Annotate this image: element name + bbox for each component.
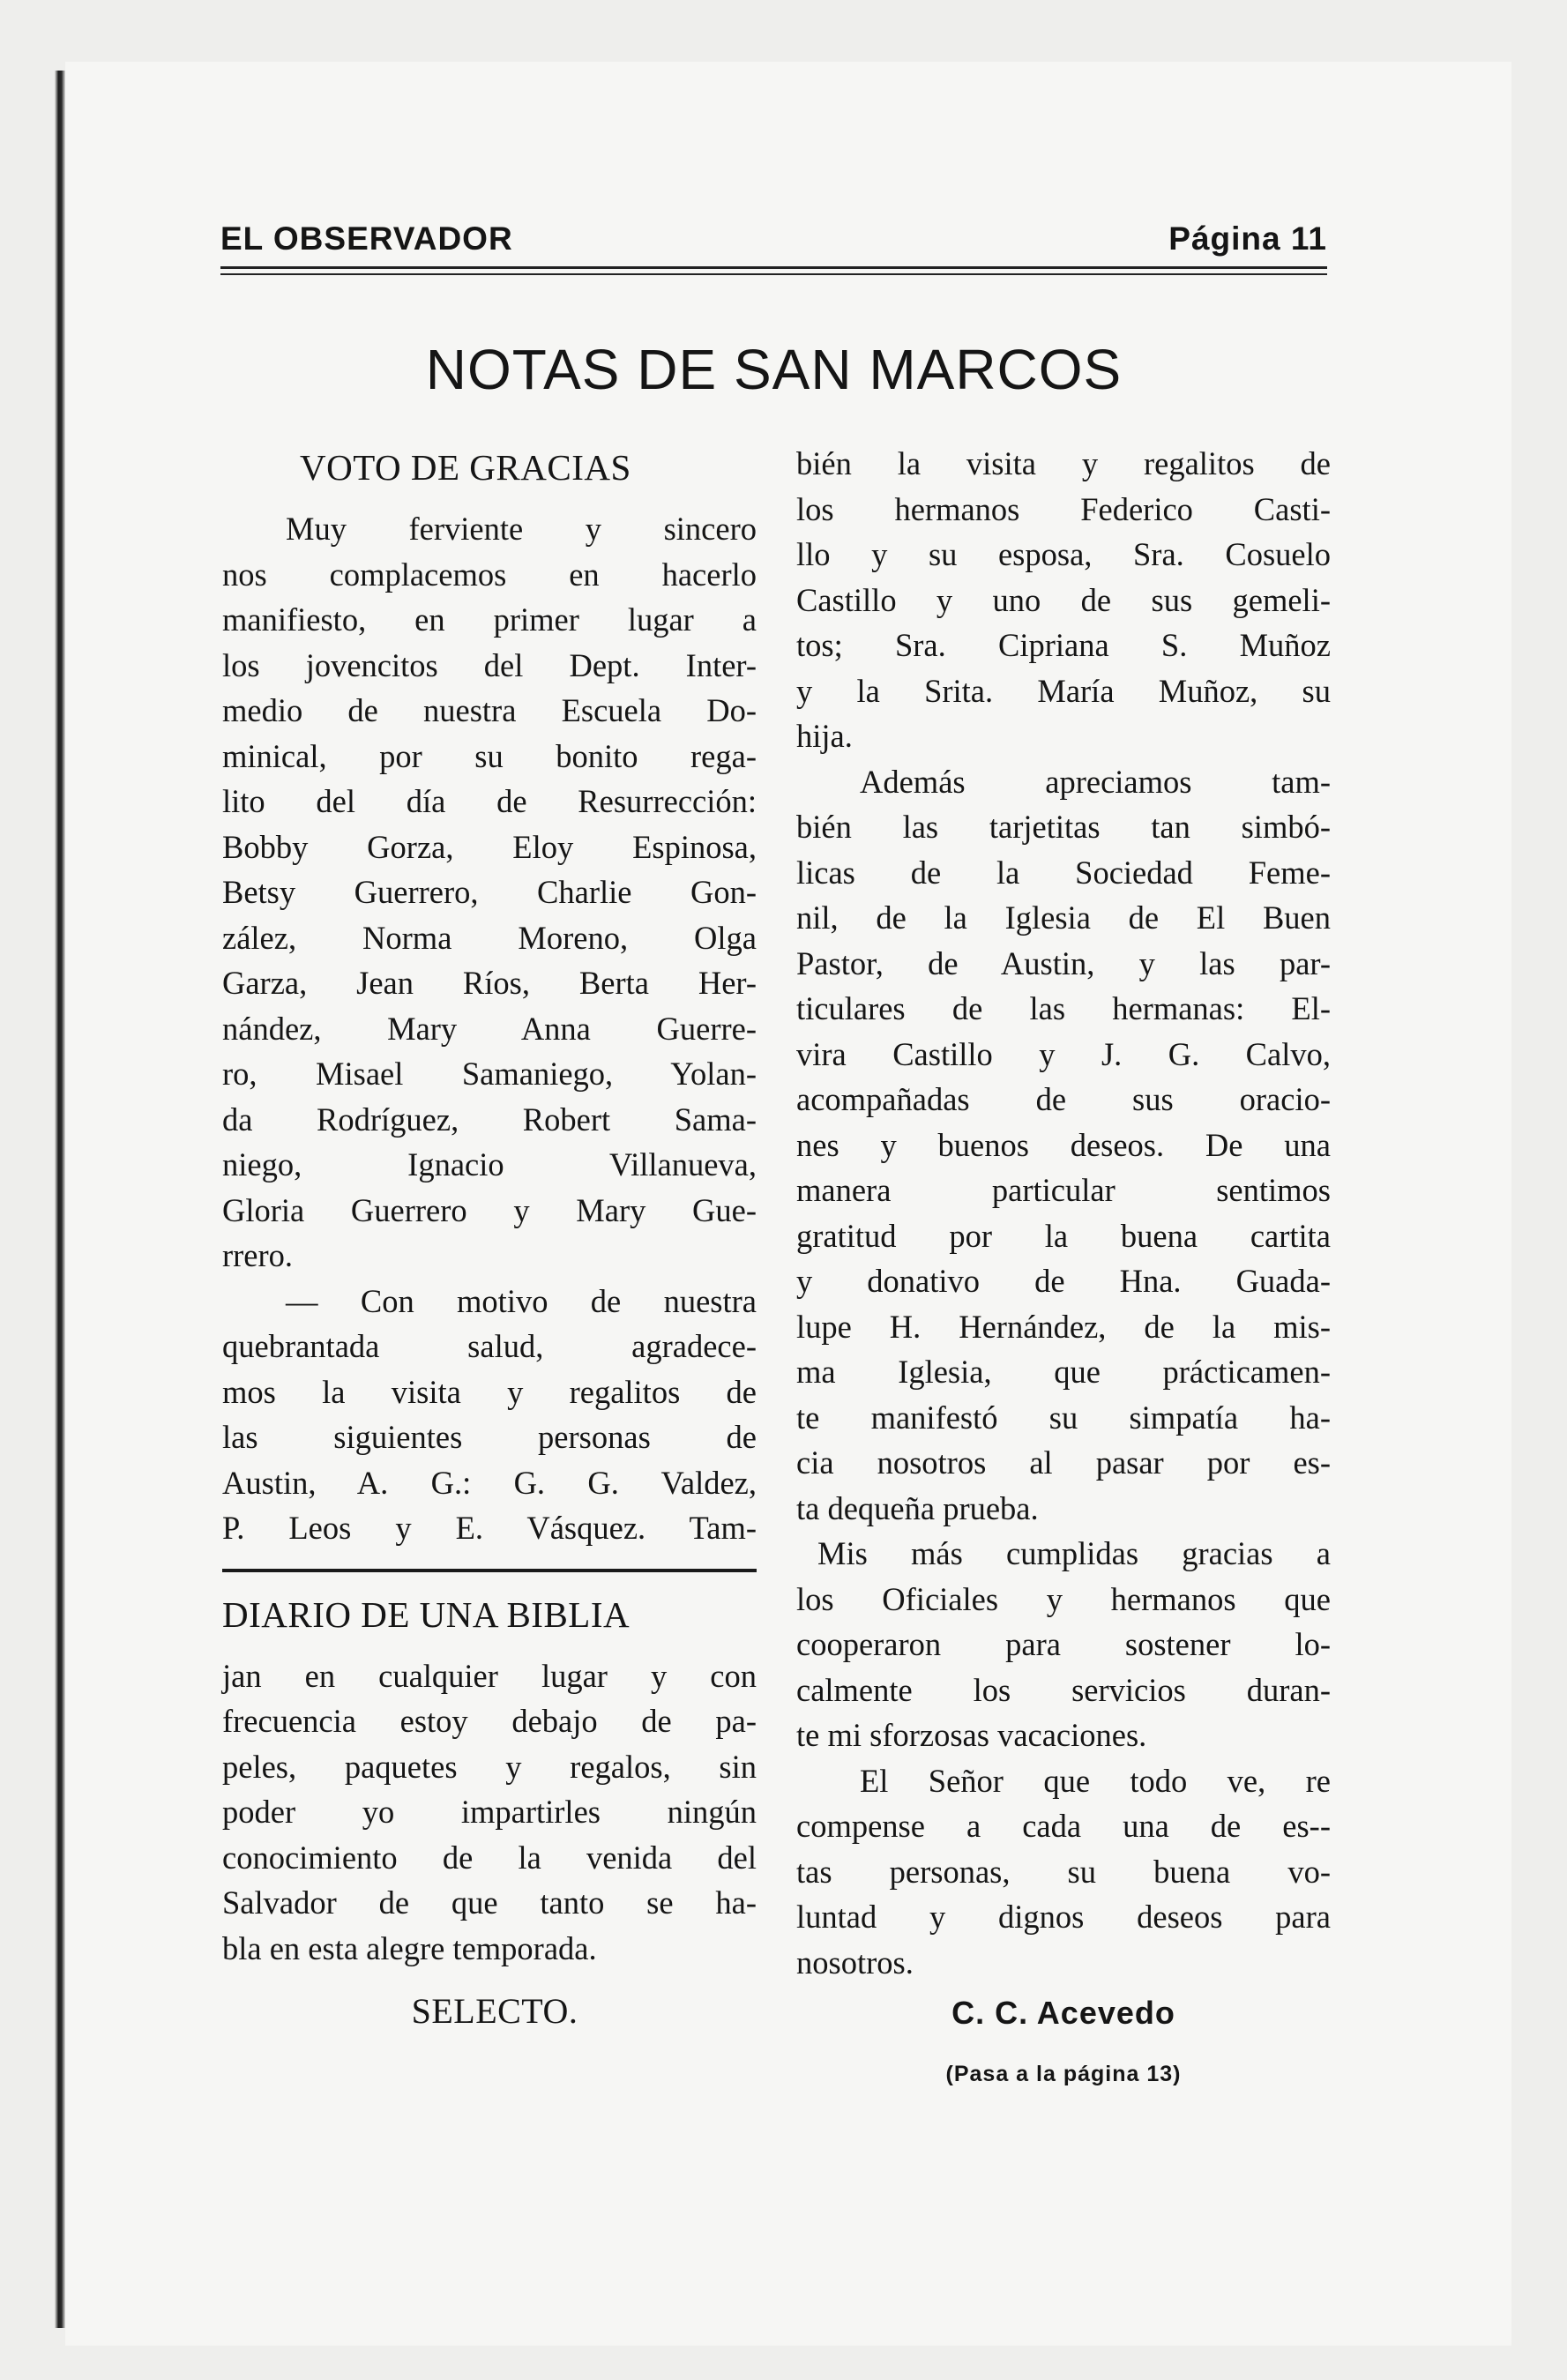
text-line: y la Srita. María Muñoz, su [796, 672, 1331, 709]
text-line: Garza, Jean Ríos, Berta Her- [222, 965, 757, 1001]
text-line: vira Castillo y J. G. Calvo, [796, 1035, 1331, 1072]
left-column [222, 441, 757, 2034]
text-line: bla en esta alegre temporada. [222, 1929, 597, 1966]
text-line: tos; Sra. Cipriana S. Muñoz [796, 627, 1331, 663]
section-heading-diario-de-una-biblia: DIARIO DE UNA BIBLIA [222, 1593, 631, 1635]
text-line: Mis más cumplidas gracias a [817, 1535, 1331, 1571]
text-line: niego, Ignacio Villanueva, [222, 1146, 757, 1183]
text-line: calmente los servicios duran- [796, 1671, 1331, 1708]
text-line: Austin, A. G.: G. G. Valdez, [222, 1464, 757, 1501]
article-title: NOTAS DE SAN MARCOS [425, 338, 1123, 401]
right-column [796, 441, 1331, 2098]
text-line: ma Iglesia, que prácticamen- [796, 1354, 1331, 1390]
paragraph-cards [796, 759, 1331, 1532]
text-line: cooperaron para sostener lo- [796, 1626, 1331, 1662]
text-line: minical, por su bonito rega- [222, 737, 757, 774]
text-line: los hermanos Federico Casti- [796, 490, 1331, 527]
text-line: luntad y dignos deseos para [796, 1899, 1331, 1935]
header-rule [220, 266, 1327, 269]
text-line: medio de nuestra Escuela Do- [222, 692, 757, 728]
text-line: llo y su esposa, Sra. Cosuelo [796, 536, 1331, 572]
text-line: nil, de la Iglesia de El Buen [796, 899, 1331, 936]
page-number: Página 11 [1168, 220, 1327, 257]
text-line: manera particular sentimos [796, 1172, 1331, 1208]
text-line: Betsy Guerrero, Charlie Gon- [222, 874, 757, 910]
text-line: bién la visita y regalitos de [796, 445, 1331, 481]
closing-selecto: SELECTO. [411, 1991, 578, 2031]
text-line: lito del día de Resurrección: [222, 783, 757, 819]
text-line: Salvador de que tanto se ha- [222, 1884, 757, 1921]
text-line: los jovencitos del Dept. Inter- [222, 646, 757, 683]
text-line: te mi sforzosas vacaciones. [796, 1717, 1147, 1753]
text-line: bién las tarjetitas tan simbó- [796, 809, 1331, 845]
paragraph-thanks [222, 506, 757, 1279]
paragraph-visits [796, 441, 1331, 759]
text-line: y donativo de Hna. Guada- [796, 1263, 1331, 1299]
text-line: licas de la Sociedad Feme- [796, 854, 1331, 891]
header-rule-double [220, 273, 1327, 275]
section-heading-voto-de-gracias: VOTO DE GRACIAS [300, 447, 631, 488]
text-line: ta dequeña prueba. [796, 1489, 1039, 1526]
text-line: lupe H. Hernández, de la mis- [796, 1308, 1331, 1345]
continued-note: (Pasa a la página 13) [945, 2062, 1182, 2086]
publication-name: EL OBSERVADOR [220, 220, 513, 257]
text-line: Bobby Gorza, Eloy Espinosa, [222, 828, 757, 865]
text-line: jan en cualquier lugar y con [222, 1657, 757, 1694]
text-line: frecuencia estoy debajo de pa- [222, 1703, 757, 1739]
paragraph-health [222, 1279, 757, 1551]
text-line: cia nosotros al pasar por es- [796, 1444, 1331, 1481]
section-divider [222, 1569, 757, 1572]
author-signature: C. C. Acevedo [951, 1995, 1175, 2031]
text-line: da Rodríguez, Robert Sama- [222, 1100, 757, 1138]
text-line: — Con motivo de nuestra [286, 1282, 757, 1319]
text-line: compense a cada una de es-- [796, 1808, 1331, 1844]
page-header [220, 220, 1327, 257]
binding-edge [55, 71, 65, 2328]
text-line: P. Leos y E. Vásquez. Tam- [222, 1510, 757, 1546]
text-line: peles, paquetes y regalos, sin [222, 1748, 757, 1785]
text-line: nosotros. [796, 1944, 914, 1981]
text-line: poder yo impartirles ningún [222, 1794, 757, 1830]
text-line: Muy ferviente y sincero [286, 511, 757, 547]
text-line: El Señor que todo ve, re [860, 1762, 1331, 1799]
text-line: Gloria Guerrero y Mary Gue- [222, 1191, 757, 1228]
text-line: manifiesto, en primer lugar a [222, 601, 757, 638]
text-line: zález, Norma Moreno, Olga [222, 919, 757, 956]
text-line: Pastor, de Austin, y las par- [796, 944, 1331, 981]
text-line: nos complacemos en hacerlo [222, 556, 757, 593]
text-line: los Oficiales y hermanos que [796, 1580, 1331, 1617]
text-line: hija. [796, 718, 853, 754]
text-line: ro, Misael Samaniego, Yolan- [222, 1056, 757, 1092]
paragraph-officials [796, 1531, 1331, 1758]
text-line: quebrantada salud, agradece- [222, 1328, 757, 1364]
text-line: Además apreciamos tam- [860, 763, 1331, 800]
text-line: acompañadas de sus oracio- [796, 1081, 1331, 1117]
text-line: Castillo y uno de sus gemeli- [796, 581, 1331, 618]
text-line: conocimiento de la venida del [222, 1839, 757, 1876]
text-line: nes y buenos deseos. De una [796, 1126, 1331, 1163]
paragraph-bible-diary [222, 1653, 757, 1972]
paragraph-blessing [796, 1758, 1331, 1986]
text-line: nández, Mary Anna Guerre- [222, 1010, 757, 1047]
text-line: te manifestó su simpatía ha- [796, 1399, 1331, 1436]
text-line: ticulares de las hermanas: El- [796, 990, 1331, 1026]
text-line: tas personas, su buena vo- [796, 1853, 1331, 1890]
text-line: las siguientes personas de [222, 1419, 757, 1455]
text-line: mos la visita y regalitos de [222, 1373, 757, 1410]
text-line: rrero. [222, 1237, 294, 1273]
text-line: gratitud por la buena cartita [796, 1217, 1331, 1254]
